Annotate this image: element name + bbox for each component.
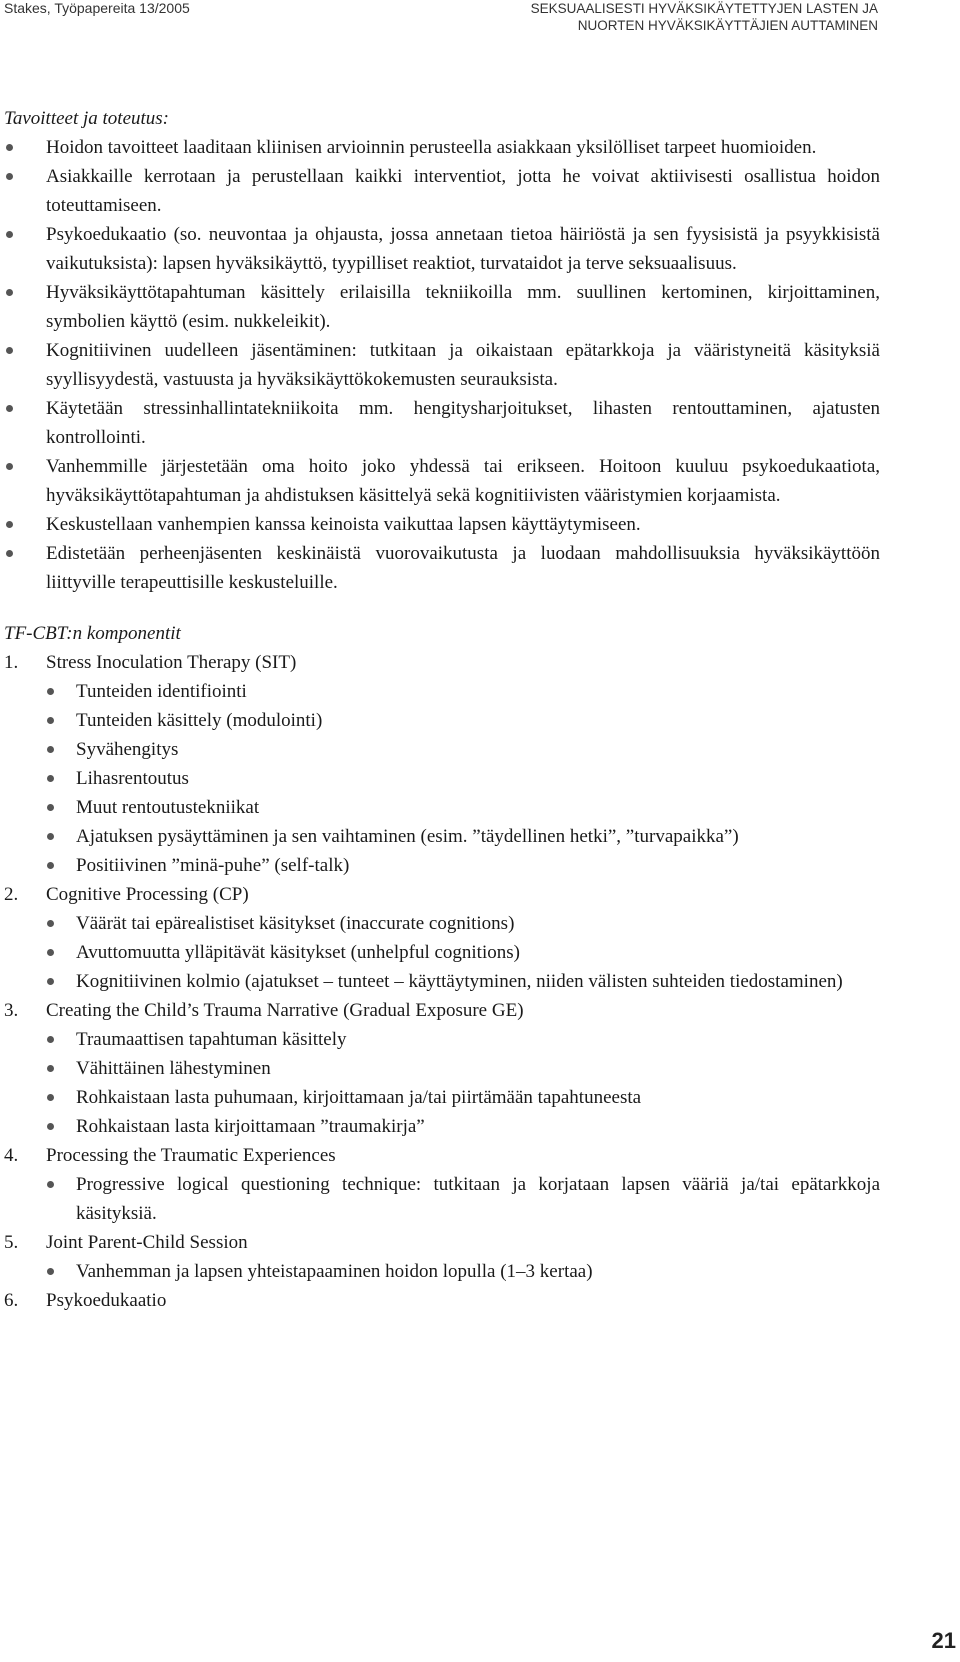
component-sublist	[46, 1025, 880, 1141]
component-subitem: Lihasrentoutus	[46, 764, 880, 793]
running-header-right-line1: SEKSUAALISESTI HYVÄKSIKÄYTETTYJEN LASTEN JA	[530, 1, 878, 16]
component-number: 6.	[4, 1290, 19, 1311]
component-subitem: Tunteiden identifiointi	[46, 677, 880, 706]
component-subitem: Kognitiivinen kolmio (ajatukset – tunteet – käyttäytyminen, niiden välisten suhteiden tiedostaminen)	[46, 967, 880, 996]
goals-list-item: Hyväksikäyttötapahtuman käsittely erilaisilla tekniikoilla mm. suullinen kertominen, kirjoittaminen, symbolien käyttö (esim. nukkeleikit).	[4, 278, 880, 336]
component-item	[4, 996, 880, 1141]
goals-list	[4, 133, 880, 597]
component-item	[4, 648, 880, 880]
component-number: 1.	[4, 652, 19, 673]
page-number: 21	[931, 1628, 956, 1653]
component-subitem: Avuttomuutta ylläpitävät käsitykset (unhelpful cognitions)	[46, 938, 880, 967]
component-sublist	[46, 909, 880, 996]
running-header-right-line2: NUORTEN HYVÄKSIKÄYTTÄJIEN AUTTAMINEN	[577, 18, 878, 33]
goals-list-item: Edistetään perheenjäsenten keskinäistä vuorovaikutusta ja luodaan mahdollisuuksia hyväksikäyttöön liittyville terapeuttisille keskusteluille.	[4, 539, 880, 597]
page-content	[4, 104, 880, 1315]
goals-list-item: Keskustellaan vanhempien kanssa keinoista vaikuttaa lapsen käyttäytymiseen.	[4, 510, 880, 539]
component-label: Stress Inoculation Therapy (SIT)	[46, 652, 297, 673]
component-number: 3.	[4, 1000, 19, 1021]
component-subitem: Rohkaistaan lasta puhumaan, kirjoittamaan ja/tai piirtämään tapahtuneesta	[46, 1083, 880, 1112]
component-item	[4, 1141, 880, 1228]
components-list	[4, 648, 880, 1315]
component-label: Processing the Traumatic Experiences	[46, 1145, 336, 1166]
component-subitem: Vanhemman ja lapsen yhteistapaaminen hoidon lopulla (1–3 kertaa)	[46, 1257, 880, 1286]
component-sublist	[46, 1257, 880, 1286]
running-header-right	[531, 0, 878, 34]
components-heading: TF-CBT:n komponentit	[4, 623, 181, 644]
goals-list-item: Käytetään stressinhallintatekniikoita mm. hengitysharjoitukset, lihasten rentouttaminen, ajatusten kontrollointi.	[4, 394, 880, 452]
component-label: Creating the Child’s Trauma Narrative (Gradual Exposure GE)	[46, 1000, 524, 1021]
component-sublist	[46, 677, 880, 880]
component-subitem: Positiivinen ”minä-puhe” (self-talk)	[46, 851, 880, 880]
component-subitem: Progressive logical questioning technique: tutkitaan ja korjataan lapsen vääriä ja/tai epätarkkoja käsityksiä.	[46, 1170, 880, 1228]
goals-heading: Tavoitteet ja toteutus:	[4, 108, 170, 129]
component-subitem: Traumaattisen tapahtuman käsittely	[46, 1025, 880, 1054]
goals-list-item: Vanhemmille järjestetään oma hoito joko yhdessä tai erikseen. Hoitoon kuuluu psykoedukaatiota, hyväksikäyttötapahtuman ja ahdistuksen käsittelyä sekä kognitiivisten vääristymien korjaamista.	[4, 452, 880, 510]
goals-list-item: Hoidon tavoitteet laaditaan kliinisen arvioinnin perusteella asiakkaan yksilölliset tarpeet huomioiden.	[4, 133, 880, 162]
component-item	[4, 1228, 880, 1286]
component-label: Psykoedukaatio	[46, 1290, 167, 1311]
component-label: Cognitive Processing (CP)	[46, 884, 249, 905]
goals-list-item: Asiakkaille kerrotaan ja perustellaan kaikki interventiot, jotta he voivat aktiivisesti osallistua hoidon toteuttamiseen.	[4, 162, 880, 220]
component-subitem: Vähittäinen lähestyminen	[46, 1054, 880, 1083]
component-item	[4, 880, 880, 996]
component-subitem: Syvähengitys	[46, 735, 880, 764]
component-subitem: Väärät tai epärealistiset käsitykset (inaccurate cognitions)	[46, 909, 880, 938]
goals-list-item: Kognitiivinen uudelleen jäsentäminen: tutkitaan ja oikaistaan epätarkkoja ja vääristyneitä käsityksiä syyllisyydestä, vastuusta ja hyväksikäyttökokemusten seurauksista.	[4, 336, 880, 394]
component-label: Joint Parent-Child Session	[46, 1232, 248, 1253]
running-header-left: Stakes, Työpapereita 13/2005	[4, 0, 190, 16]
component-subitem: Ajatuksen pysäyttäminen ja sen vaihtaminen (esim. ”täydellinen hetki”, ”turvapaikka”)	[46, 822, 880, 851]
component-number: 4.	[4, 1145, 19, 1166]
component-item	[4, 1286, 880, 1315]
component-subitem: Muut rentoutustekniikat	[46, 793, 880, 822]
component-subitem: Rohkaistaan lasta kirjoittamaan ”traumakirja”	[46, 1112, 880, 1141]
component-number: 5.	[4, 1232, 19, 1253]
component-sublist	[46, 1170, 880, 1228]
goals-list-item: Psykoedukaatio (so. neuvontaa ja ohjausta, jossa annetaan tietoa häiriöstä ja sen fyysisistä ja psyykkisistä vaikutuksista): lapsen hyväksikäyttö, tyypilliset reaktiot, turvataidot ja terve seksuaalisuus.	[4, 220, 880, 278]
component-number: 2.	[4, 884, 19, 905]
component-subitem: Tunteiden käsittely (modulointi)	[46, 706, 880, 735]
